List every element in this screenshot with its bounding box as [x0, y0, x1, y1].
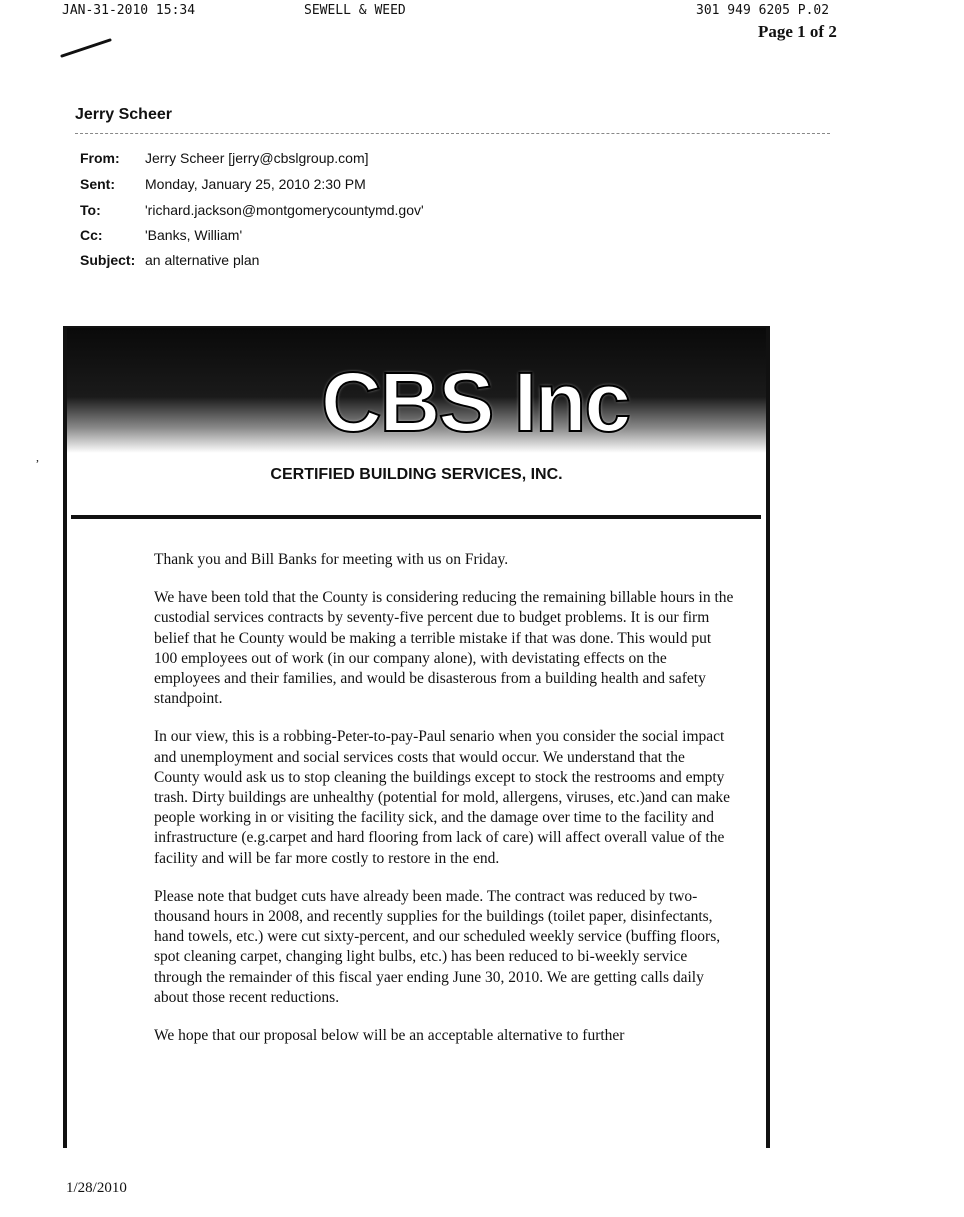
cc-value: 'Banks, William'	[145, 227, 243, 243]
to-label: To:	[80, 202, 101, 218]
pen-mark-icon	[60, 36, 114, 60]
letterhead-banner	[67, 328, 766, 453]
margin-mark: ,	[36, 450, 39, 464]
paragraph-3: In our view, this is a robbing-Peter-to-pay-Paul senario when you consider the social impact and unemployment and social services costs that would occur. We understand that the County would ask us to stop cleaning the buildings except to stock the restrooms and empty trash. Dirty buildings are unhealthy (potential for mold, allergens, viruses, etc.)and can make people working in or visiting the facility sick, and the damage over time to the facility and infrastructure (e.g.carpet and hard flooring from lack of care) will affect overall value of the facility and will be far more costly to restore in the end.	[154, 728, 731, 867]
page-number: Page 1 of 2	[758, 22, 837, 41]
email-sender-name: Jerry Scheer	[75, 106, 172, 123]
from-label: From:	[80, 150, 120, 166]
fax-sender: SEWELL & WEED	[304, 3, 406, 18]
from-row	[80, 150, 369, 166]
subject-label: Subject:	[80, 252, 136, 268]
to-value: 'richard.jackson@montgomerycountymd.gov'	[145, 202, 424, 218]
cc-label: Cc:	[80, 227, 103, 243]
subject-row	[80, 252, 259, 268]
to-row	[80, 202, 424, 218]
company-name: CERTIFIED BUILDING SERVICES, INC.	[270, 466, 563, 483]
letterhead-rule	[71, 515, 761, 519]
subject-value: an alternative plan	[145, 252, 260, 268]
sent-row	[80, 176, 366, 192]
sent-value: Monday, January 25, 2010 2:30 PM	[145, 176, 366, 192]
letter-frame	[63, 326, 770, 1148]
from-value: Jerry Scheer [jerry@cbslgroup.com]	[145, 150, 369, 166]
fax-phone-page: 301 949 6205 P.02	[696, 3, 830, 18]
paragraph-2: We have been told that the County is considering reducing the remaining billable hours in the custodial services contracts by seventy-five percent due to budget problems. It is our firm belief that he County would be making a terrible mistake if that was done. This would put 100 employees out of work (in our company alone), with devistating effects on the employees and their families, and would be disasterous from a building health and safety standpoint.	[154, 589, 734, 708]
fax-datetime: JAN-31-2010 15:34	[62, 3, 196, 18]
cc-row	[80, 227, 242, 243]
sent-label: Sent:	[80, 176, 115, 192]
paragraph-5: We hope that our proposal below will be an acceptable alternative to further	[154, 1027, 625, 1045]
footer-date: 1/28/2010	[66, 1180, 127, 1196]
letter-body	[154, 550, 734, 1064]
paragraph-1: Thank you and Bill Banks for meeting with us on Friday.	[154, 551, 509, 568]
company-logo: CBS Inc	[321, 355, 630, 449]
header-divider	[75, 133, 830, 134]
paragraph-4: Please note that budget cuts have already been made. The contract was reduced by two-thousand hours in 2008, and recently supplies for the buildings (toilet paper, disinfectants, hand towels, etc.) were cut sixty-percent, and our scheduled weekly service (buffing floors, spot cleaning carpet, changing light bulbs, etc.) has been reduced to bi-weekly service through the remainder of this fiscal yaer ending June 30, 2010. We are getting calls daily about those recent reductions.	[154, 887, 721, 1006]
